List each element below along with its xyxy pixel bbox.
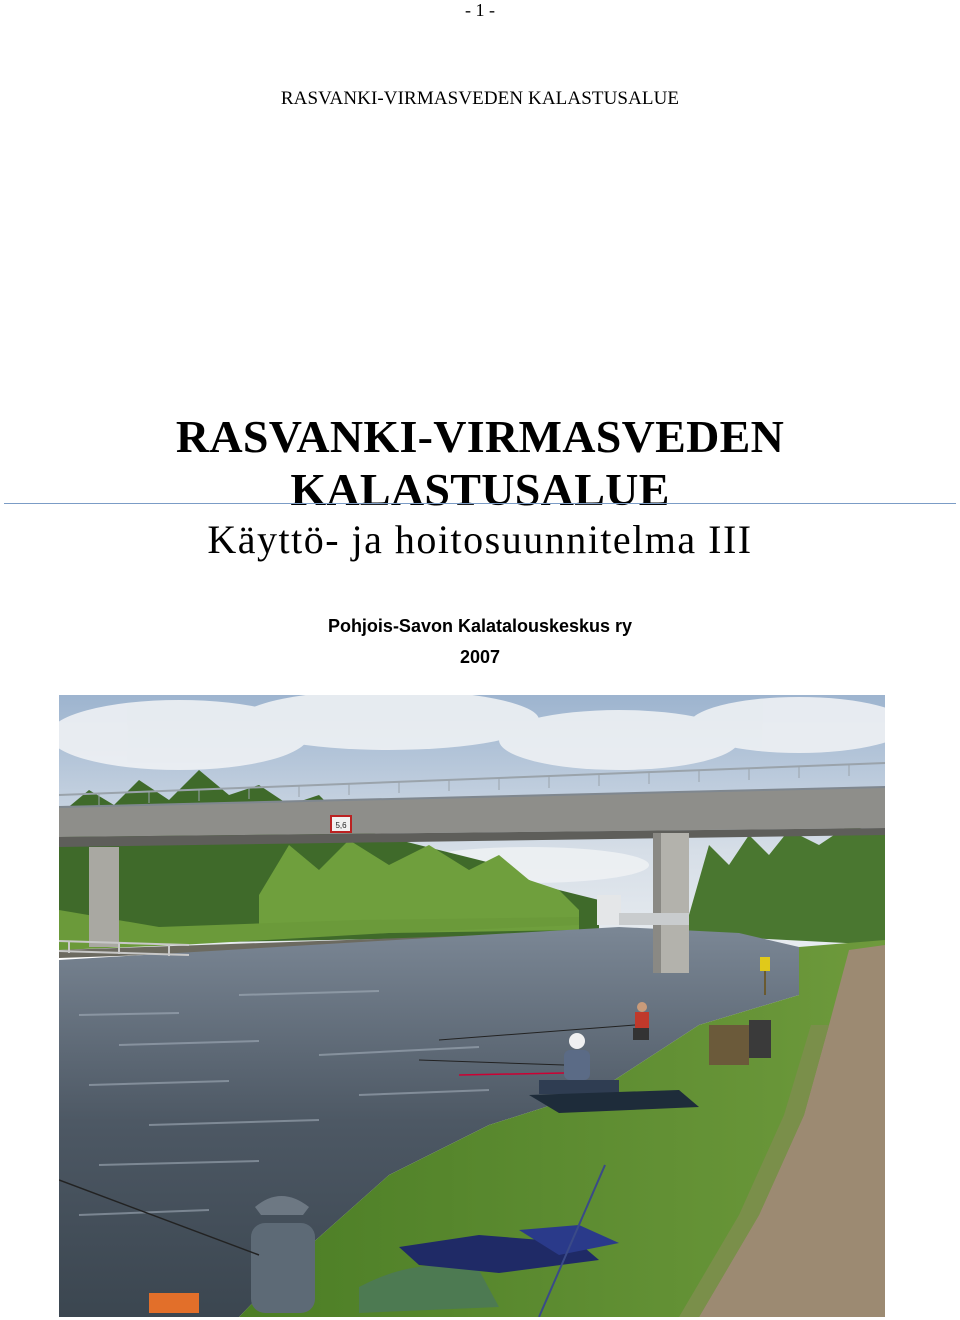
document-subtitle: Käyttö- ja hoitosuunnitelma III [207,517,753,562]
clearance-sign-text: 5,6 [335,821,347,830]
yellow-marker [760,957,770,971]
bridge-pillar-left [89,847,119,947]
page-number: - 1 - [465,0,495,20]
document-title: RASVANKI-VIRMASVEDEN KALASTUSALUE [175,411,785,515]
publisher: Pohjois-Savon Kalatalouskeskus ry [327,616,633,636]
title-divider [4,503,956,504]
distant-lock [597,895,621,925]
cover-photo [59,695,885,1317]
publication-year: 2007 [459,647,501,667]
running-header: RASVANKI-VIRMASVEDEN KALASTUSALUE [280,88,680,109]
